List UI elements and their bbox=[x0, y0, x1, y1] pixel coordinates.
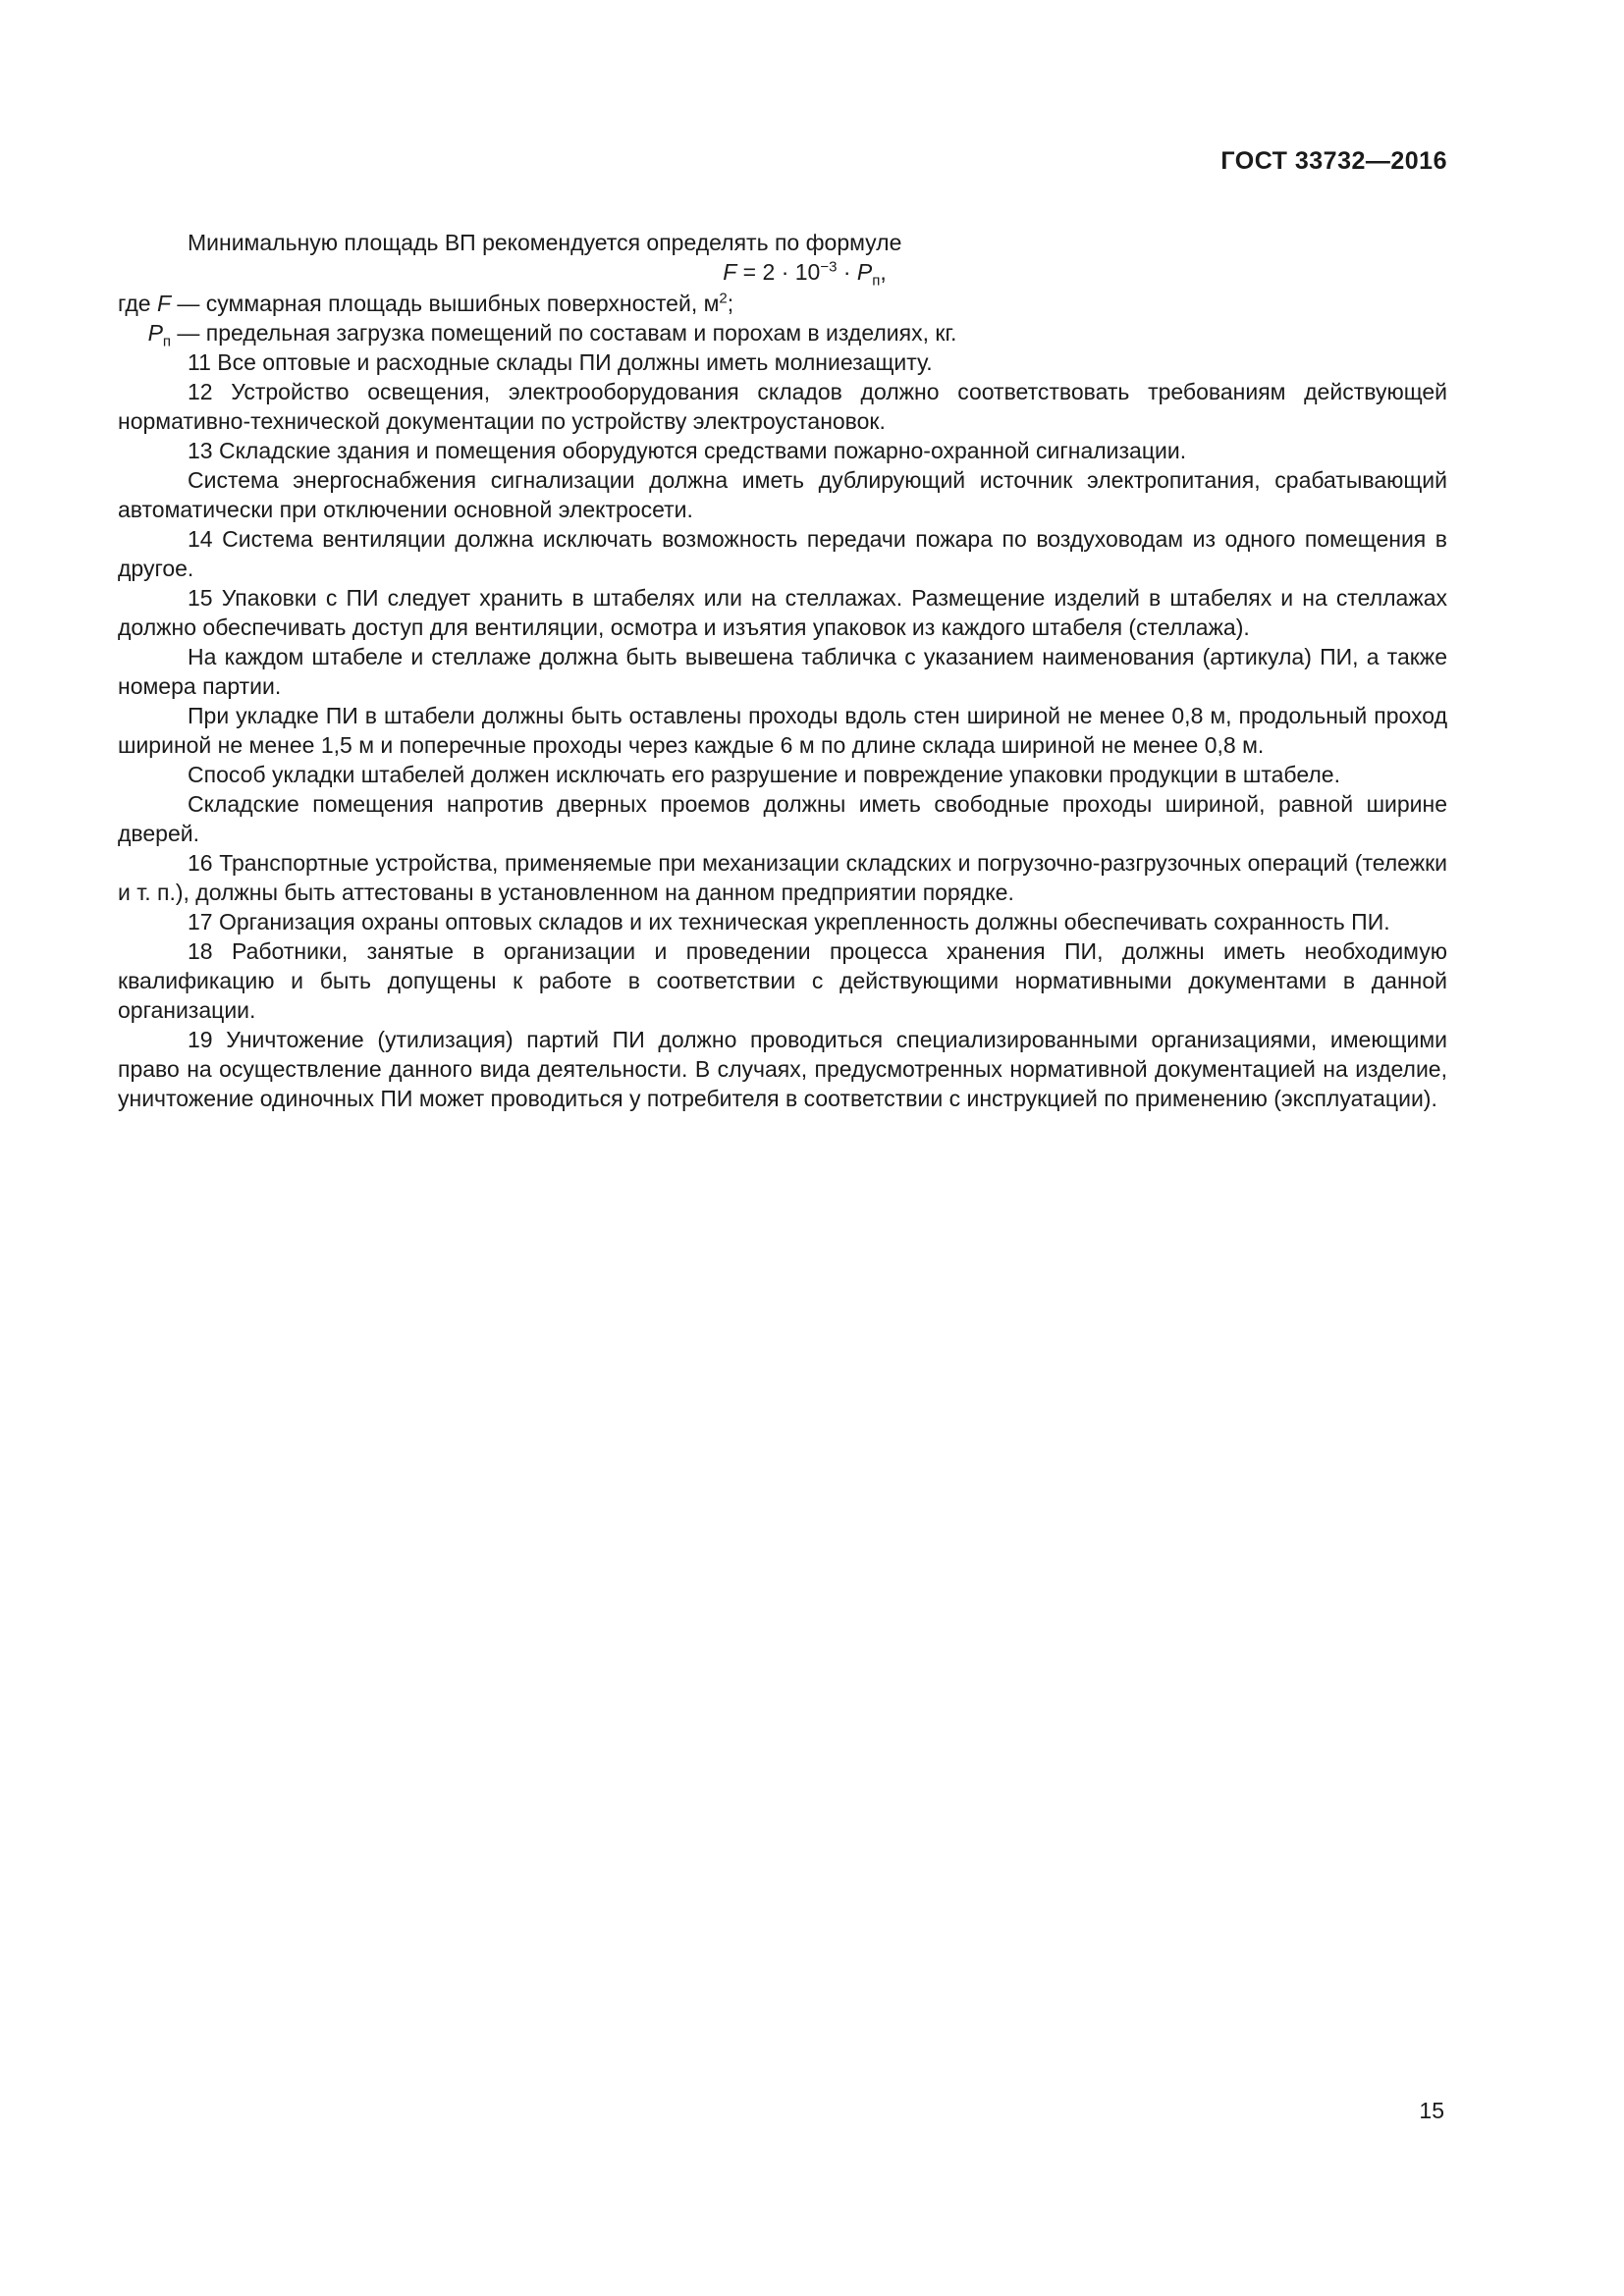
where-f bbox=[118, 289, 1447, 318]
formula bbox=[118, 257, 1447, 290]
formula-lhs: F bbox=[723, 259, 737, 285]
formula-dot: · bbox=[837, 259, 857, 285]
paragraph: 13 Складские здания и помещения оборудуются средствами пожарно-охранной сигнализации. bbox=[188, 438, 1187, 463]
paragraph: Складские помещения напротив дверных проемов должны иметь свободные проходы шириной, равной ширине дверей. bbox=[118, 791, 1447, 846]
formula-eq: = 2 · 10 bbox=[736, 259, 821, 285]
paragraph: 18 Работники, занятые в организации и проведении процесса хранения ПИ, должны иметь необходимую квалификацию и быть допущены к работе в соответствии с действующими нормативными документами в данной организации. bbox=[118, 938, 1447, 1023]
where-f-sup: 2 bbox=[719, 290, 728, 307]
where-p-text: — предельная загрузка помещений по составам и порохам в изделиях, кг. bbox=[171, 320, 957, 346]
formula-intro: Минимальную площадь ВП рекомендуется определять по формуле bbox=[188, 230, 902, 255]
paragraph: Способ укладки штабелей должен исключать его разрушение и повреждение упаковки продукции в штабеле. bbox=[188, 762, 1340, 787]
where-p-symbol: P bbox=[147, 320, 163, 346]
paragraph: 16 Транспортные устройства, применяемые при механизации складских и погрузочно-разгрузочных операций (тележки и т. п.), должны быть аттестованы в установленном на данном предприятии порядке. bbox=[118, 850, 1447, 905]
paragraph: 17 Организация охраны оптовых складов и их техническая укрепленность должны обеспечивать сохранность ПИ. bbox=[188, 909, 1390, 934]
paragraph: 11 Все оптовые и расходные склады ПИ должны иметь молниезащиту. bbox=[188, 349, 933, 375]
formula-var: P bbox=[856, 259, 873, 285]
paragraph: На каждом штабеле и стеллаже должна быть вывешена табличка с указанием наименования (артикула) ПИ, а также номера партии. bbox=[118, 644, 1447, 699]
where-f-text: — суммарная площадь вышибных поверхностей, м bbox=[171, 291, 720, 316]
where-p-sub: п bbox=[162, 333, 172, 350]
standard-code: ГОСТ 33732—2016 bbox=[1220, 147, 1447, 175]
paragraph: Система энергоснабжения сигнализации должна иметь дублирующий источник электропитания, срабатывающий автоматически при отключении основной электросети. bbox=[118, 467, 1447, 522]
page-number: 15 bbox=[1419, 2098, 1444, 2123]
where-f-symbol: F bbox=[156, 291, 172, 316]
where-f-end: ; bbox=[727, 291, 734, 316]
formula-subscript: п bbox=[872, 272, 881, 290]
paragraph: 15 Упаковки с ПИ следует хранить в штабелях или на стеллажах. Размещение изделий в штабелях и на стеллажах должно обеспечивать доступ для вентиляции, осмотра и изъятия упаковок из каждого штабеля (стеллажа). bbox=[118, 585, 1447, 640]
paragraph: 14 Система вентиляции должна исключать возможность передачи пожара по воздуховодам из одного помещения в другое. bbox=[118, 526, 1447, 581]
paragraph: 19 Уничтожение (утилизация) партий ПИ должно проводиться специализированными организациями, имеющими право на осуществление данного вида деятельности. В случаях, предусмотренных нормативной документацией на изделие, уничтожение одиночных ПИ может проводиться у потребителя в соответствии с инструкцией по применению (эксплуатации). bbox=[118, 1027, 1447, 1111]
formula-end: , bbox=[880, 259, 887, 285]
paragraph: При укладке ПИ в штабели должны быть оставлены проходы вдоль стен шириной не менее 0,8 м, продольный проход шириной не менее 1,5 м и поперечные проходы через каждые 6 м по длине склада шириной не менее 0,8 м. bbox=[118, 703, 1447, 758]
document-body bbox=[118, 228, 1447, 1113]
where-prefix: где bbox=[118, 291, 157, 316]
where-p bbox=[118, 318, 1447, 350]
formula-exponent: −3 bbox=[820, 258, 838, 276]
paragraph: 12 Устройство освещения, электрооборудования складов должно соответствовать требованиям действующей нормативно-технической документации по устройству электроустановок. bbox=[118, 379, 1447, 434]
